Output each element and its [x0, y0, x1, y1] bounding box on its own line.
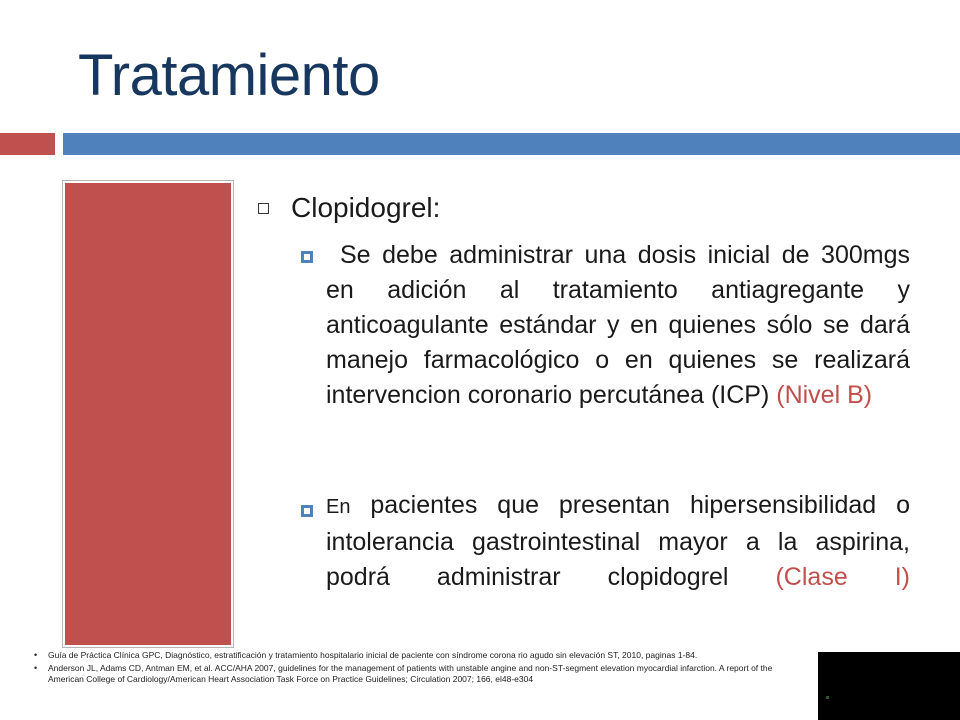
point-initial-dose [326, 238, 910, 413]
title-accent-bar-red [0, 133, 55, 155]
title-accent-bar-blue [63, 133, 960, 155]
decorative-side-panel [63, 181, 233, 647]
slide-title: Tratamiento [78, 43, 380, 108]
heading-row [258, 192, 918, 224]
square-bullet-icon [301, 251, 313, 263]
video-thumbnail [818, 652, 960, 720]
thumbnail-dot [826, 696, 829, 699]
evidence-level: (Nivel B) [776, 381, 873, 409]
recommendation-class: (Clase I) [775, 563, 910, 591]
point-aspirin-intolerance [326, 488, 910, 595]
square-bullet-icon [258, 203, 269, 214]
point-lead-word: En [326, 496, 351, 518]
square-bullet-icon [301, 505, 313, 517]
point-aspirin-intolerance-text: pacientes que presentan hipersensibilidad o intolerancia gastrointestinal mayor a la aspirina, podrá administrar clopidogrel [326, 491, 911, 591]
drug-heading: Clopidogrel: [291, 192, 441, 223]
reference-item: • Guía de Práctica Clínica GPC, Diagnóstico, estratificación y tratamiento hospitalario inicial de paciente con síndrome corona rio agudo sin elevación ST, 2010, paginas 1-84. [34, 650, 804, 661]
references [34, 650, 804, 687]
reference-item: • Anderson JL, Adams CD, Antman EM, et al. ACC/AHA 2007, guidelines for the management of patients with unstable angine and non-ST-segment elevation myocardial infarction. A report of the American College of Cardiology/American Heart Association Task Force on Practice Guidelines; Circulation 2007; 166, el48-e304 [34, 663, 804, 685]
point-initial-dose-text: Se debe administrar una dosis inicial de 300mgs en adición al tratamiento antiagregante y anticoagulante estándar y en quienes sólo se dará manejo farmacológico o en quienes se realizará intervencion coronario percutánea (ICP) [326, 241, 910, 409]
slide-content [258, 192, 918, 591]
